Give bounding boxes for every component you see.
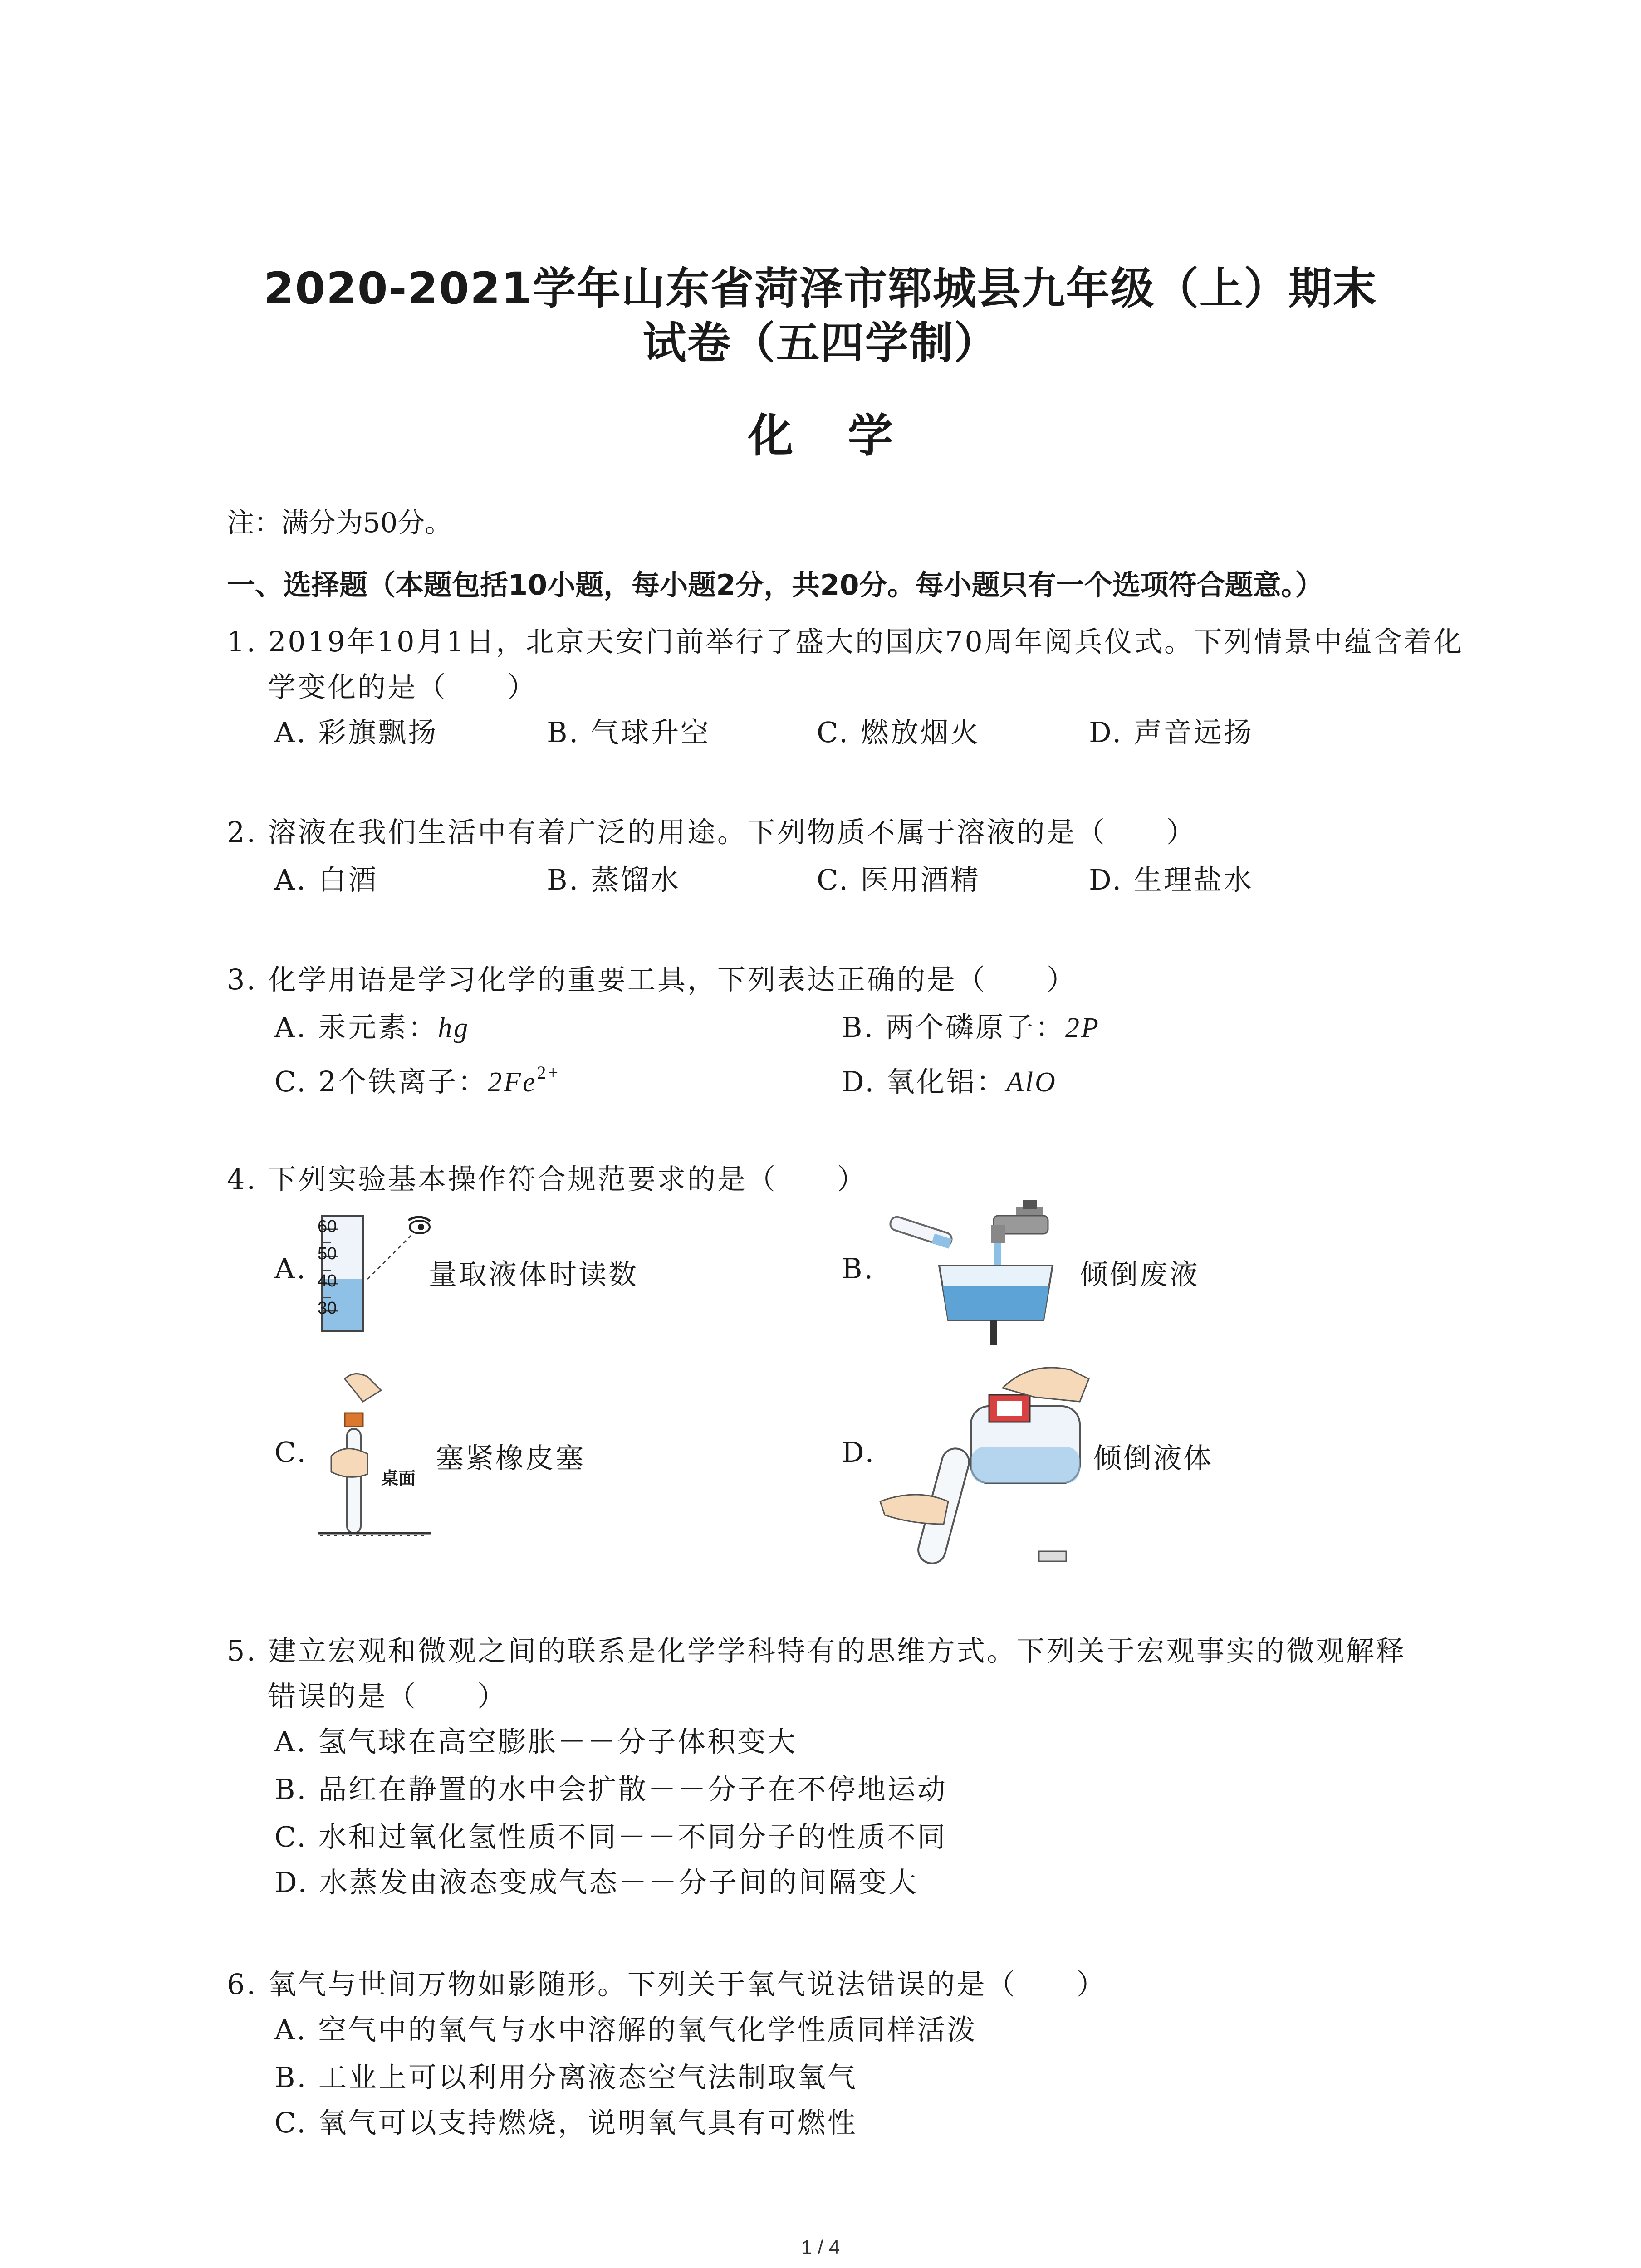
formula: AlO [1006,1067,1057,1098]
question-6-option-b: B. 工业上可以利用分离液态空气法制取氧气 [274,2061,857,2094]
formula: 2Fe [488,1067,537,1098]
question-4-option-d-letter: D. [842,1436,876,1469]
question-3-option-d [842,1059,1057,1100]
question-4-option-b-letter: B. [842,1252,875,1285]
question-3-option-a [274,1005,470,1045]
pouring-liquid-figure [880,1352,1116,1569]
question-4-option-a-caption: 量取液体时读数 [429,1258,639,1291]
question-5-option-d: D. 水蒸发由液态变成气态－－分子间的间隔变大 [274,1866,918,1899]
question-5-stem-line2: 错误的是（ ） [268,1680,508,1713]
page-number: 1 / 4 [801,2236,840,2258]
question-1-stem-line2: 学变化的是（ ） [268,670,538,704]
question-5-option-a: A. 氢气球在高空膨胀－－分子体积变大 [274,1725,798,1758]
question-6-option-c: C. 氧气可以支持燃烧，说明氧气具有可燃性 [274,2106,857,2139]
question-4-option-a-letter: A. [274,1252,308,1285]
question-4-option-c-caption: 塞紧橡皮塞 [436,1442,586,1475]
cylinder-tick-30: 30 [318,1299,337,1318]
cylinder-tick-60: 60 [318,1217,337,1236]
exam-title-line2: 试卷（五四学制） [642,318,999,368]
question-4-option-b-caption: 倾倒废液 [1080,1258,1200,1291]
question-2-option-d: D. 生理盐水 [1089,863,1254,896]
exam-title-line1: 2020-2021学年山东省菏泽市郓城县九年级（上）期末 [264,263,1377,314]
question-2-option-c: C. 医用酒精 [817,863,980,896]
option-label: D. 氧化铝： [842,1065,1006,1098]
question-5-stem-line1: 5. 建立宏观和微观之间的联系是化学学科特有的思维方式。下列关于宏观事实的微观解释 [227,1634,1406,1667]
question-4-stem: 4. 下列实验基本操作符合规范要求的是（ ） [227,1163,867,1196]
question-3-option-c [274,1059,560,1100]
cylinder-tick-40: 40 [318,1271,337,1290]
question-4-option-d-caption: 倾倒液体 [1093,1442,1214,1475]
question-2-option-b: B. 蒸馏水 [547,863,681,896]
inserting-rubber-stopper-figure [318,1370,436,1542]
formula: 2P [1065,1012,1100,1043]
desk-label: 桌面 [381,1468,416,1488]
question-6-option-a: A. 空气中的氧气与水中溶解的氧气化学性质同样活泼 [274,2013,977,2046]
question-1-option-c: C. 燃放烟火 [817,716,980,749]
section-heading-choice: 一、选择题（本题包括10小题，每小题2分，共20分。每小题只有一个选项符合题意。） [227,568,1323,601]
ion-charge: 2+ [537,1062,560,1083]
question-1-option-d: D. 声音远扬 [1089,716,1254,749]
question-2-stem: 2. 溶液在我们生活中有着广泛的用途。下列物质不属于溶液的是（ ） [227,816,1196,849]
question-5-option-b: B. 品红在静置的水中会扩散－－分子在不停地运动 [274,1773,947,1806]
question-3-option-b [842,1005,1100,1045]
question-3-stem: 3. 化学用语是学习化学的重要工具，下列表达正确的是（ ） [227,963,1077,996]
question-1-stem-line1: 1. 2019年10月1日，北京天安门前举行了盛大的国庆70周年阅兵仪式。下列情景中蕴含着化 [227,625,1464,658]
option-label: C. 2个铁离子： [274,1065,488,1098]
option-label: B. 两个磷原子： [842,1011,1065,1044]
formula: hg [438,1012,470,1043]
question-2-option-a: A. 白酒 [274,863,378,896]
question-6-stem: 6. 氧气与世间万物如影随形。下列关于氧气说法错误的是（ ） [227,1968,1107,2001]
subject-heading: 化学 [748,409,948,462]
pouring-waste-liquid-figure [885,1198,1075,1347]
question-1-option-b: B. 气球升空 [547,716,710,749]
score-note: 注：满分为50分。 [227,507,452,539]
cylinder-tick-50: 50 [318,1244,337,1263]
option-label: A. 汞元素： [274,1011,438,1044]
question-1-option-a: A. 彩旗飘扬 [274,716,438,749]
question-5-option-c: C. 水和过氧化氢性质不同－－不同分子的性质不同 [274,1820,947,1853]
question-4-option-c-letter: C. [274,1436,308,1469]
